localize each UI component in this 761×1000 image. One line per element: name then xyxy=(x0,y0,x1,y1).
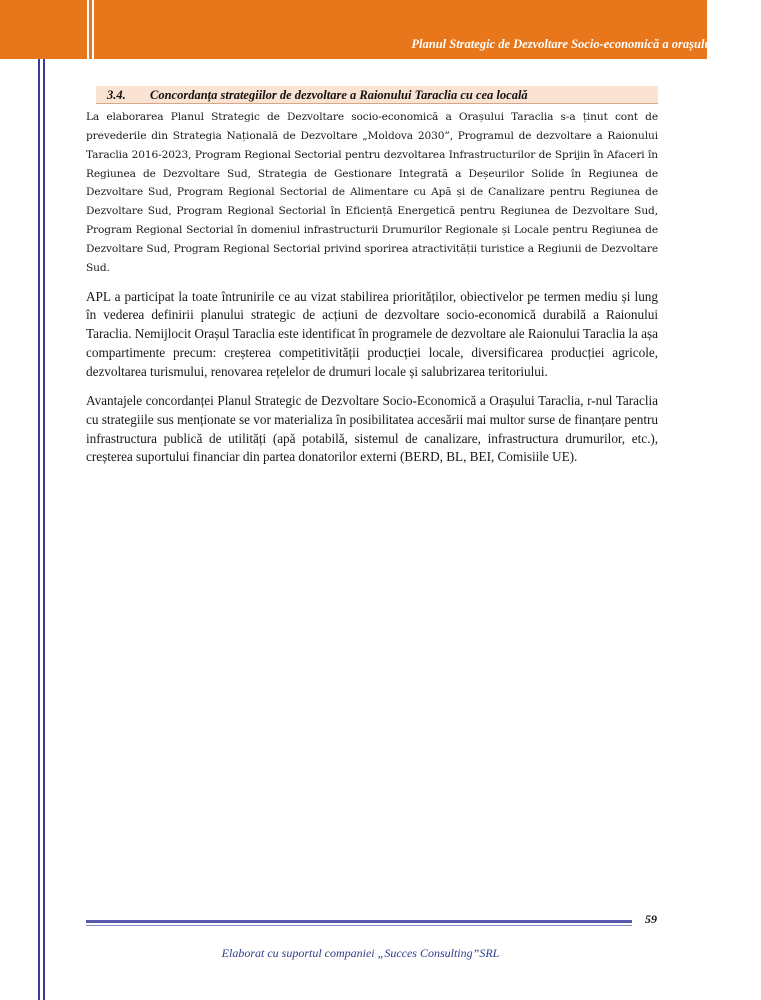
footer-rule-thin xyxy=(86,925,632,926)
paragraph: APL a participat la toate întrunirile ce au vizat stabilirea priorităților, obiectivelor pe termen mediu și lung în vederea definirii planului strategic de acțiuni de dezvoltare socio-economică durabilă a Raionului Taraclia. Nemijlocit Orașul Taraclia este identificat în programele de dezvoltare ale Raionului Taraclia la așa compartimente precum: creșterea competitivității producției locale, diversificarea producției agricole, dezvoltarea turismului, renovarea rețelelor de drumuri locale și salubrizarea teritoriului. xyxy=(86,288,658,379)
page-number: 59 xyxy=(645,912,657,926)
paragraph: Avantajele concordanței Planul Strategic de Dezvoltare Socio-Economică a Orașului Taraclia, r-nul Taraclia cu strategiile sus menționate se vor materializa în posibilitatea accesării mai multor surse de finanțare pentru infrastructura publică de utilități (apă potabilă, sistemul de canalizare, infrastructura drumurilor, etc.), creșterea suportului financiar din partea donatorilor externi (BERD, BL, BEI, Comisiile UE). xyxy=(86,392,658,465)
header-title: Planul Strategic de Dezvoltare Socio-economică a orașului Taraclia xyxy=(411,37,761,51)
margin-line-left xyxy=(38,59,40,1000)
section-number: 3.4. xyxy=(107,88,126,102)
margin-line-right xyxy=(43,59,45,1000)
header-divider-line xyxy=(87,0,89,59)
paragraph: La elaborarea Planul Strategic de Dezvoltare socio-economică a Orașului Taraclia s-a ținut cont de prevederile din Strategia Națională de Dezvoltare „Moldova 2030”, Programul de dezvoltare a Raionului Taraclia 2016-2023, Program Regional Sectorial pentru dezvoltarea Infrastructurilor de Sprijin în Afaceri în Regiunea de Dezvoltare Sud, Strategia de Gestionare Integrată a Deșeurilor Solide în Regiunea de Dezvoltare Sud, Program Regional Sectorial de Alimentare cu Apă și de Canalizare pentru Regiunea de Dezvoltare Sud, Program Regional Sectorial în Eficiență Energetică pentru Regiunea de Dezvoltare Sud, Program Regional Sectorial în domeniul infrastructurii Drumurilor Regionale și Locale pentru Regiunea de Dezvoltare Sud, Program Regional Sectorial privind sporirea atractivității turistice a Regiunii de Dezvoltare Sud. xyxy=(86,111,658,274)
footer-credit: Elaborat cu suportul companiei „Succes Consulting”SRL xyxy=(221,946,500,960)
section-heading xyxy=(96,86,658,104)
footer-rule xyxy=(86,920,632,923)
body-text xyxy=(86,108,658,477)
header-divider-line xyxy=(92,0,94,59)
section-title: Concordanța strategiilor de dezvoltare a Raionului Taraclia cu cea locală xyxy=(150,88,528,102)
